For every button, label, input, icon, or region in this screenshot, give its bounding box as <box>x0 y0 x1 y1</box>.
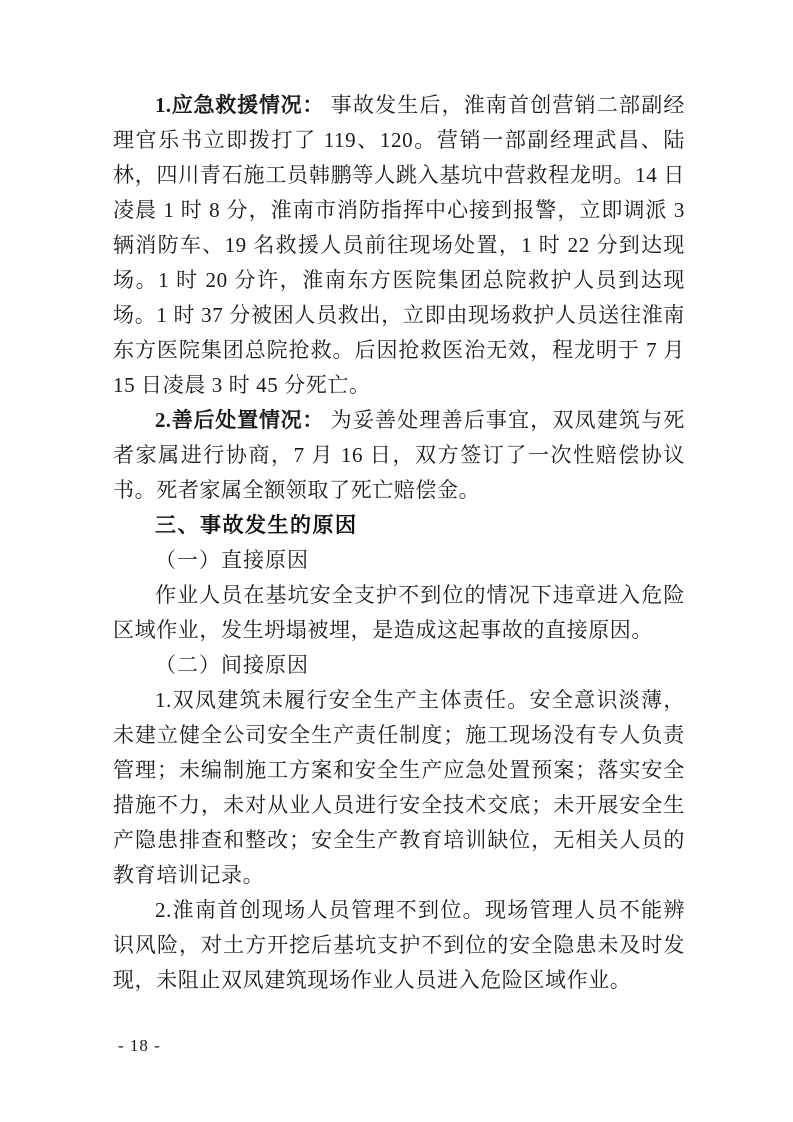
paragraph-indirect-cause-2: 2.淮南首创现场人员管理不到位。现场管理人员不能辨识风险，对土方开挖后基坑支护不到位的安全隐患未及时发现，未阻止双凤建筑现场作业人员进入危险区域作业。 <box>113 898 685 992</box>
paragraph-indirect-cause-1: 1.双凤建筑未履行安全生产主体责任。安全意识淡薄，未建立健全公司安全生产责任制度；施工现场没有专人负责管理；未编制施工方案和安全生产应急处置预案；落实安全措施不力，未对从业人员进行安全技术交底；未开展安全生产隐患排查和整改；安全生产教育培训缺位，无相关人员的教育培训记录。 <box>113 688 685 887</box>
paragraph-emergency-response-lead: 1.应急救援情况： <box>155 93 325 117</box>
paragraph-aftermath-text: 为妥善处理善后事宜，双凤建筑与死者家属进行协商，7 月 16 日，双方签订了一次性赔偿协议书。死者家属全额领取了死亡赔偿金。 <box>113 408 685 502</box>
paragraph-direct-cause: 作业人员在基坑安全支护不到位的情况下违章进入危险区域作业，发生坍塌被埋，是造成这起事故的直接原因。 <box>113 583 685 642</box>
paragraph-emergency-response-text: 事故发生后，淮南首创营销二部副经理官乐书立即拨打了 119、120。营销一部副经理武昌、陆林，四川青石施工员韩鹏等人跳入基坑中营救程龙明。14 日凌晨 1 时 8 分，淮南市消防指挥中心接到报警，立即调派 3 辆消防车、19 名救援人员前往现场处置，1 时 22 分到达现场。1 时 20 分许，淮南东方医院集团总院救护人员到达现场。1 时 37 分被困人员救出，立即由现场救护人员送往淮南东方医院集团总院抢救。后因抢救医治无效，程龙明于 7 月 15 日凌晨 3 时 45 分死亡。 <box>113 93 685 397</box>
paragraph-aftermath-lead: 2.善后处置情况： <box>155 408 325 432</box>
subheading-indirect-cause: （二）间接原因 <box>155 653 309 677</box>
paragraph-aftermath <box>113 403 685 508</box>
section-heading-accident-causes: 三、事故发生的原因 <box>155 514 358 537</box>
subheading-direct-cause: （一）直接原因 <box>155 548 309 572</box>
paragraph-emergency-response <box>113 88 685 403</box>
document-body <box>113 88 685 998</box>
page-number: - 18 - <box>118 1036 161 1055</box>
